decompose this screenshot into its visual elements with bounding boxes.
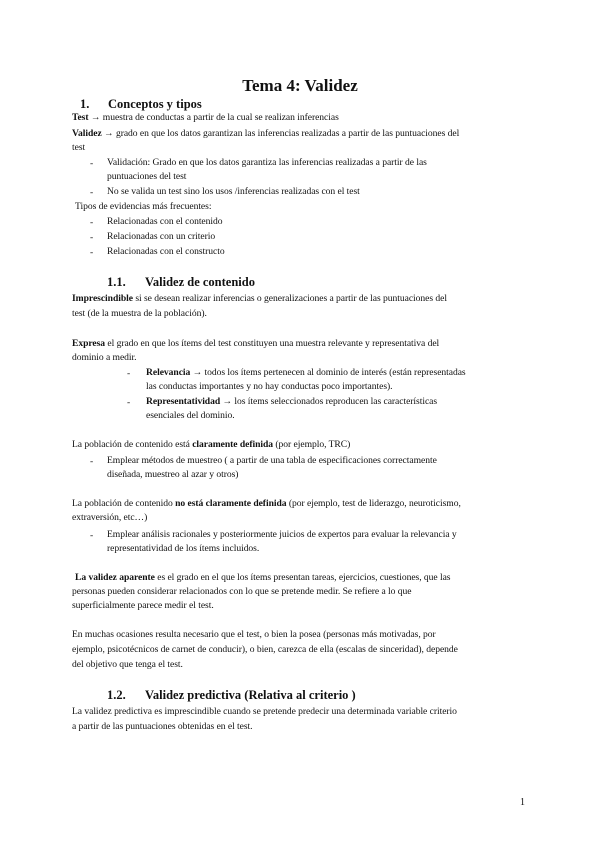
tipo-item: Relacionadas con un criterio	[107, 231, 216, 242]
def-test-text: muestra de conductas a partir de la cual se realizan inferencias	[102, 112, 339, 123]
expresa-term: Expresa	[72, 338, 106, 349]
poblacion2-line2: extraversión, etc…)	[72, 512, 148, 523]
bullet-dash: -	[90, 247, 94, 258]
section-1-2-number: 1.2.	[107, 688, 126, 702]
relevancia-line1: Relevancia → todos los ítems pertenecen al dominio de interés (están representadas	[146, 367, 466, 378]
section-1-1-number: 1.1.	[107, 275, 126, 289]
imprescindible-line2: test (de la muestra de la población).	[72, 308, 207, 319]
tipo-item: Relacionadas con el constructo	[107, 246, 225, 257]
section-1-number: 1.	[80, 97, 90, 111]
imprescindible-term: Imprescindible	[72, 293, 133, 304]
imprescindible-line1: Imprescindible si se desean realizar inferencias o generalizaciones a partir de las puntuaciones del	[72, 293, 447, 304]
bullet-dash: -	[127, 368, 131, 379]
validacion-line1: Validación: Grado en que los datos garantiza las inferencias realizadas a partir de las	[107, 157, 427, 168]
relevancia-line2: las conductas importantes y no hay conductas poco importantes).	[146, 381, 393, 392]
tipos-heading: Tipos de evidencias más frecuentes:	[75, 201, 212, 212]
ocasiones-line1: En muchas ocasiones resulta necesario que el test, o bien la posea (personas más motivadas, por	[72, 629, 436, 640]
validacion-line2: puntuaciones del test	[107, 171, 187, 182]
def-validez-term: Validez	[72, 128, 102, 139]
poblacion2-line1: La población de contenido no está claramente definida (por ejemplo, test de liderazgo, neuroticismo,	[72, 498, 461, 509]
page-title: Tema 4: Validez	[242, 76, 358, 95]
arrow-icon: →	[90, 112, 101, 123]
bullet-dash: -	[90, 232, 94, 243]
no-claramente-definida: no está claramente definida	[175, 498, 287, 509]
bullet-dash: -	[90, 158, 94, 169]
ocasiones-line2: ejemplo, psicotécnicos de carnet de conducir), o bien, carezca de ella (escalas de sinceridad), depende	[72, 644, 458, 655]
def-validez	[72, 127, 459, 142]
bullet-dash: -	[127, 397, 131, 408]
def-test-term: Test	[72, 112, 89, 123]
def-validez-line2: test	[72, 142, 86, 153]
bullet-dash: -	[90, 456, 94, 467]
bullet-dash: -	[90, 530, 94, 541]
representatividad-line2: esenciales del dominio.	[146, 410, 235, 421]
bullet-dash: -	[90, 187, 94, 198]
validez-aparente: La validez aparente	[75, 572, 155, 583]
bullet-dash: -	[90, 217, 94, 228]
poblacion2-bullet-line1: Emplear análisis racionales y posteriormente juicios de expertos para evaluar la relevancia y	[107, 529, 457, 540]
poblacion2-bullet-line2: representatividad de los ítems incluidos.	[107, 543, 260, 554]
aparente-line1: La validez aparente es el grado en el que los ítems presentan tareas, ejercicios, cuestiones, que las	[75, 572, 451, 583]
ocasiones-line3: del objetivo que tenga el test.	[72, 659, 183, 670]
arrow-icon: →	[104, 128, 114, 139]
tipo-item: Relacionadas con el contenido	[107, 216, 223, 227]
claramente-definida: claramente definida	[192, 439, 274, 450]
poblacion1-bullet-line1: Emplear métodos de muestreo ( a partir de una tabla de especificaciones correctamente	[107, 455, 437, 466]
section-1-1-heading: Validez de contenido	[145, 275, 255, 289]
representatividad-line1: Representatividad → los ítems seleccionados reproducen las características	[146, 396, 438, 407]
predictiva-line1: La validez predictiva es imprescindible cuando se pretende predecir una determinada variable criterio	[72, 706, 457, 717]
aparente-line2: personas pueden considerar relacionados con lo que se pretende medir. Se refiere a lo que	[72, 586, 412, 597]
relevancia-term: Relevancia	[146, 367, 191, 378]
representatividad-term: Representatividad	[146, 396, 221, 407]
def-test	[72, 111, 339, 126]
arrow-icon: →	[222, 396, 233, 407]
aparente-line3: superficialmente parece medir el test.	[72, 600, 214, 611]
def-validez-line1: grado en que los datos garantizan las inferencias realizadas a partir de las puntuaciones del	[115, 128, 460, 139]
poblacion1-bullet-line2: diseñada, muestreo al azar y otros)	[107, 469, 239, 480]
section-1-2-heading: Validez predictiva (Relativa al criterio )	[145, 688, 356, 702]
predictiva-line2: a partir de las puntuaciones obtenidas en el test.	[72, 721, 253, 732]
poblacion1-line: La población de contenido está claramente definida (por ejemplo, TRC)	[72, 439, 351, 450]
arrow-icon: →	[192, 367, 203, 378]
expresa-line2: dominio a medir.	[72, 352, 137, 363]
section-1-heading: Conceptos y tipos	[108, 97, 202, 111]
no-valida-text: No se valida un test sino los usos /inferencias realizadas con el test	[107, 186, 360, 197]
expresa-line1: Expresa el grado en que los ítems del test constituyen una muestra relevante y representativa del	[72, 338, 440, 349]
page-number: 1	[520, 797, 525, 808]
